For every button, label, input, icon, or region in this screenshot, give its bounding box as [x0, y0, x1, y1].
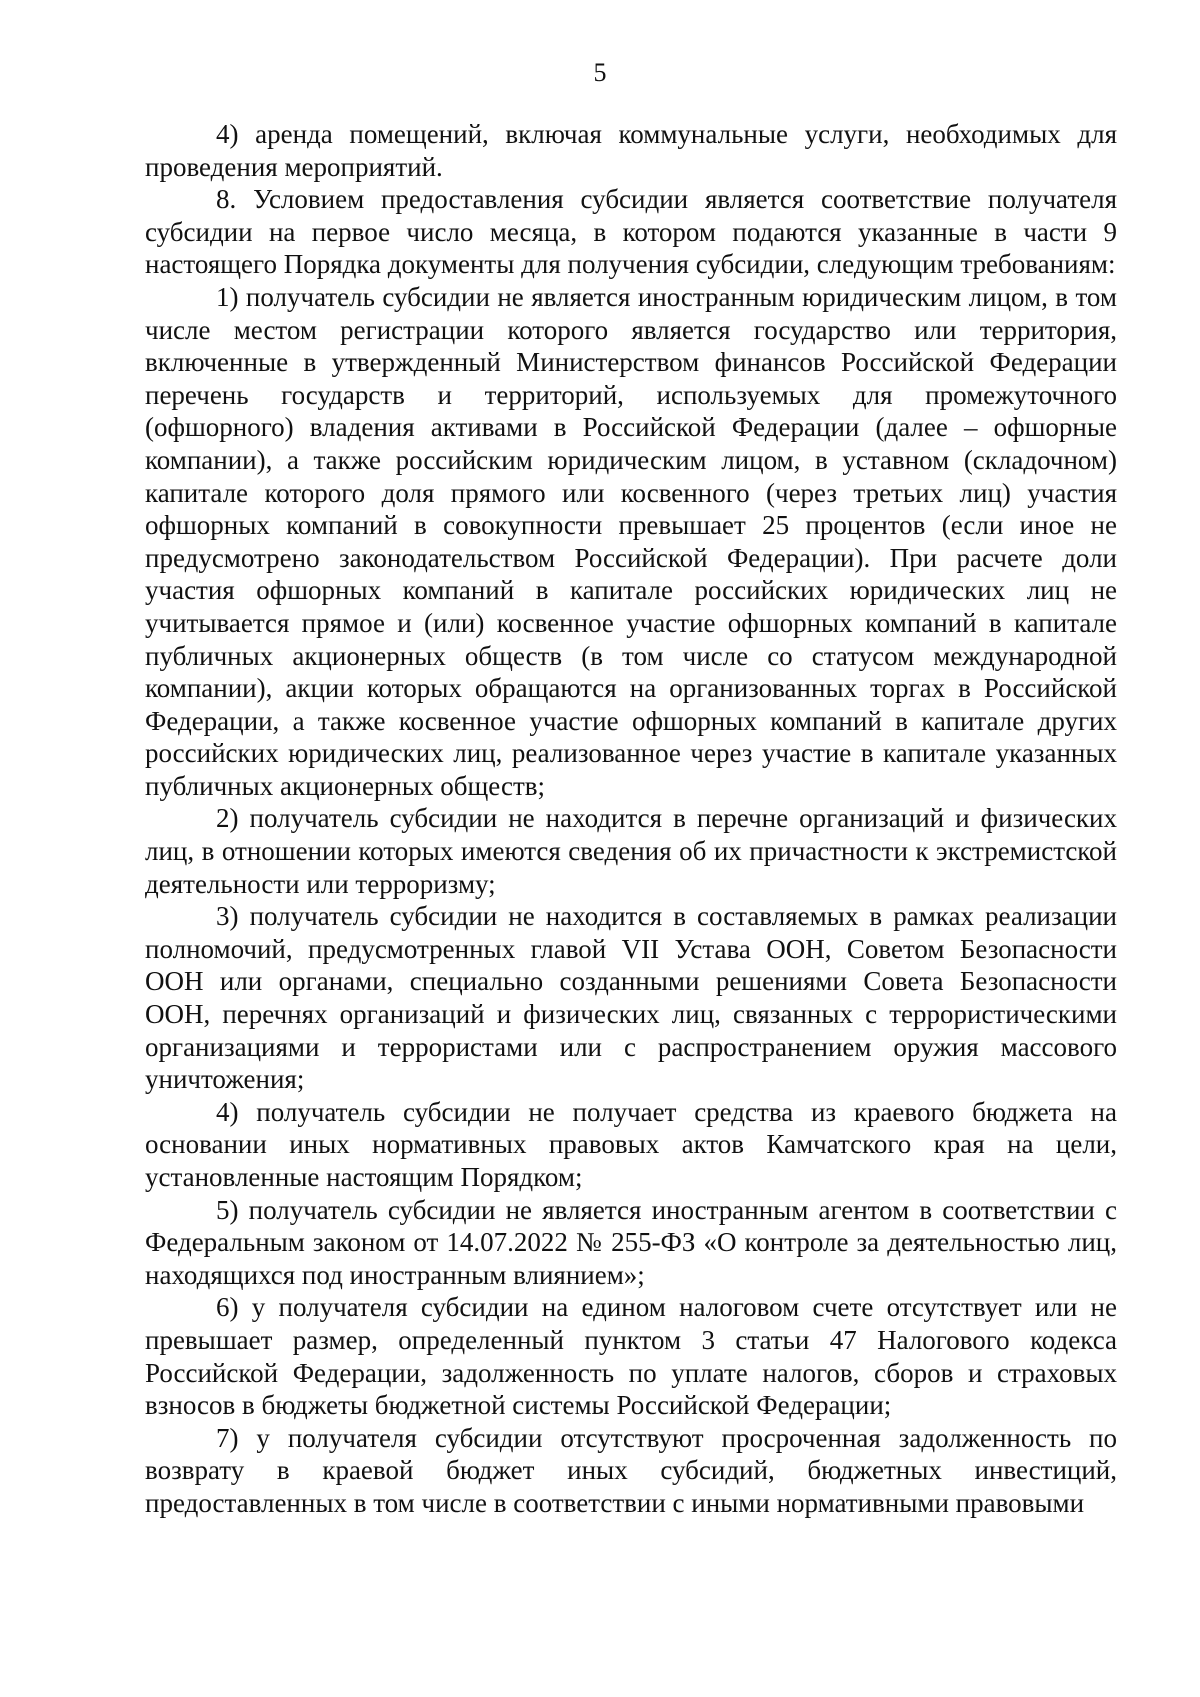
paragraph-requirement-6: 6) у получателя субсидии на едином налоговом счете отсутствует или не превышает размер, определенный пунктом 3 статьи 47 Налогового кодекса Российской Федерации, задолженность по уплате налогов, сборов и страховых взносов в бюджеты бюджетной системы Российской Федерации; [145, 1292, 1117, 1421]
paragraph-requirement-4: 4) получатель субсидии не получает средства из краевого бюджета на основании иных нормативных правовых актов Камчатского края на цели, установленные настоящим Порядком; [145, 1096, 1117, 1192]
paragraph-requirement-2: 2) получатель субсидии не находится в перечне организаций и физических лиц, в отношении которых имеются сведения об их причастности к экстремистской деятельности или терроризму; [145, 803, 1117, 899]
paragraph-rent: 4) аренда помещений, включая коммунальные услуги, необходимых для проведения мероприятий. [145, 119, 1117, 182]
paragraph-clause-8: 8. Условием предоставления субсидии является соответствие получателя субсидии на первое число месяца, в котором подаются указанные в части 9 настоящего Порядка документы для получения субсидии, следующим требованиям: [145, 184, 1117, 280]
page-number: 5 [593, 58, 607, 87]
paragraph-requirement-1: 1) получатель субсидии не является иностранным юридическим лицом, в том числе местом регистрации которого является государство или территория, включенные в утвержденный Министерством финансов Российской Федерации перечень государств и территорий, используемых для промежуточного (офшорного) владения активами в Российской Федерации (далее – офшорные компании), а также российским юридическим лицом, в уставном (складочном) капитале которого доля прямого или косвенного (через третьих лиц) участия офшорных компаний в совокупности превышает 25 процентов (если иное не предусмотрено законодательством Российской Федерации). При расчете доли участия офшорных компаний в капитале российских юридических лиц не учитывается прямое и (или) косвенное участие офшорных компаний в капитале публичных акционерных обществ (в том числе со статусом международной компании), акции которых обращаются на организованных торгах в Российской Федерации, а также косвенное участие офшорных компаний в капитале других российских юридических лиц, реализованное через участие в капитале указанных публичных акционерных обществ; [145, 281, 1117, 801]
paragraph-requirement-5: 5) получатель субсидии не является иностранным агентом в соответствии с Федеральным законом от 14.07.2022 № 255-ФЗ «О контроле за деятельностью лиц, находящихся под иностранным влиянием»; [145, 1194, 1117, 1290]
paragraph-requirement-3: 3) получатель субсидии не находится в составляемых в рамках реализации полномочий, предусмотренных главой VII Устава ООН, Советом Безопасности ООН или органами, специально созданными решениями Совета Безопасности ООН, перечнях организаций и физических лиц, связанных с террористическими организациями и террористами или с распространением оружия массового уничтожения; [145, 901, 1117, 1095]
paragraph-requirement-7: 7) у получателя субсидии отсутствуют просроченная задолженность по возврату в краевой бюджет иных субсидий, бюджетных инвестиций, предоставленных в том числе в соответствии с иными нормативными правовыми [145, 1422, 1117, 1518]
document-body [145, 118, 1117, 1520]
